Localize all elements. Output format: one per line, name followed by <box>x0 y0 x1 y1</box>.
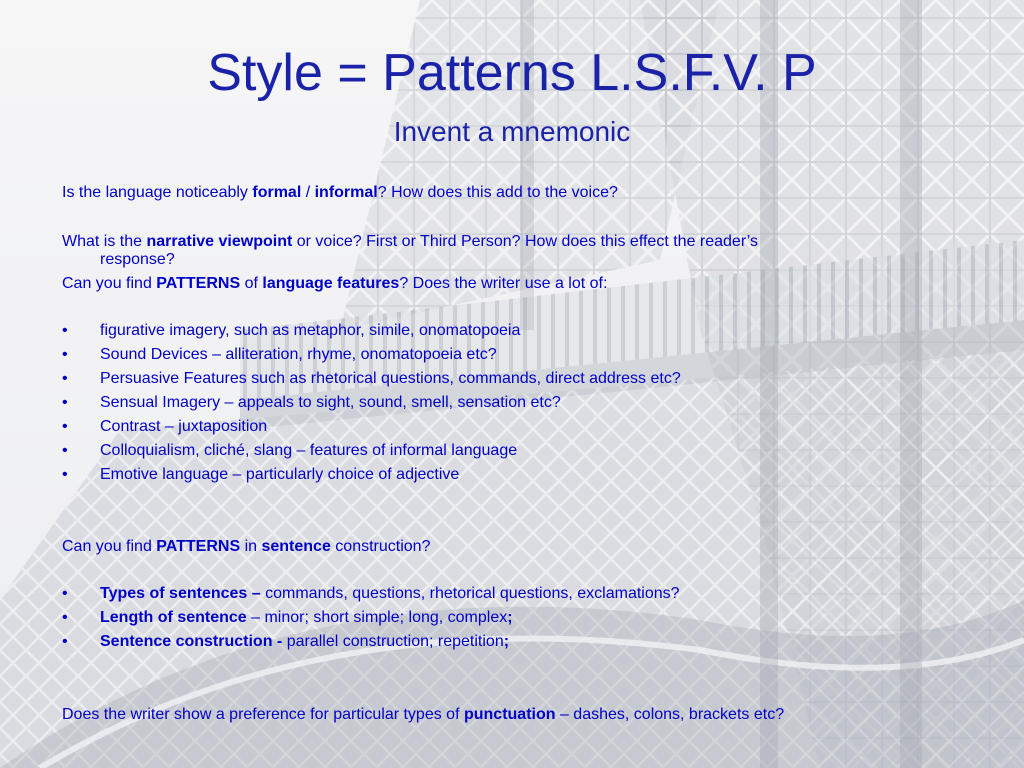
slide-title: Style = Patterns L.S.F.V. P <box>207 44 817 102</box>
bullet-icon: • <box>62 442 68 459</box>
slide-subtitle: Invent a mnemonic <box>393 116 631 147</box>
bullet-icon: • <box>62 394 68 411</box>
list-item: Contrast – juxtaposition <box>100 418 268 435</box>
bullet-icon: • <box>62 322 68 339</box>
viewpoint-question-continued: response? <box>100 251 175 268</box>
bullet-icon: • <box>62 466 68 483</box>
bullet-icon: • <box>62 346 68 363</box>
bullet-icon: • <box>62 609 68 626</box>
list-item: Sensual Imagery – appeals to sight, sound, smell, sensation etc? <box>100 394 561 411</box>
bullet-icon: • <box>62 633 68 650</box>
punctuation-question: Does the writer show a preference for particular types of punctuation – dashes, colons, brackets etc? <box>62 706 785 723</box>
bullet-icon: • <box>62 370 68 387</box>
list-item: figurative imagery, such as metaphor, simile, onomatopoeia <box>100 322 521 339</box>
list-item: Colloquialism, cliché, slang – features of informal language <box>100 442 518 459</box>
list-item: Emotive language – particularly choice of adjective <box>100 466 460 483</box>
formality-question: Is the language noticeably formal / informal? How does this add to the voice? <box>62 184 618 201</box>
list-item: Persuasive Features such as rhetorical questions, commands, direct address etc? <box>100 370 681 387</box>
bullet-icon: • <box>62 585 68 602</box>
list-item: Types of sentences – commands, questions, rhetorical questions, exclamations? <box>100 585 680 602</box>
list-item: Sentence construction - parallel construction; repetition; <box>100 633 510 650</box>
sentence-construction-question: Can you find PATTERNS in sentence construction? <box>62 538 431 555</box>
list-item: Sound Devices – alliteration, rhyme, onomatopoeia etc? <box>100 346 497 363</box>
bullet-icon: • <box>62 418 68 435</box>
list-item: Length of sentence – minor; short simple; long, complex; <box>100 609 513 626</box>
language-features-question: Can you find PATTERNS of language features? Does the writer use a lot of: <box>62 275 608 292</box>
viewpoint-question: What is the narrative viewpoint or voice? First or Third Person? How does this effect the reader’s <box>62 233 759 250</box>
